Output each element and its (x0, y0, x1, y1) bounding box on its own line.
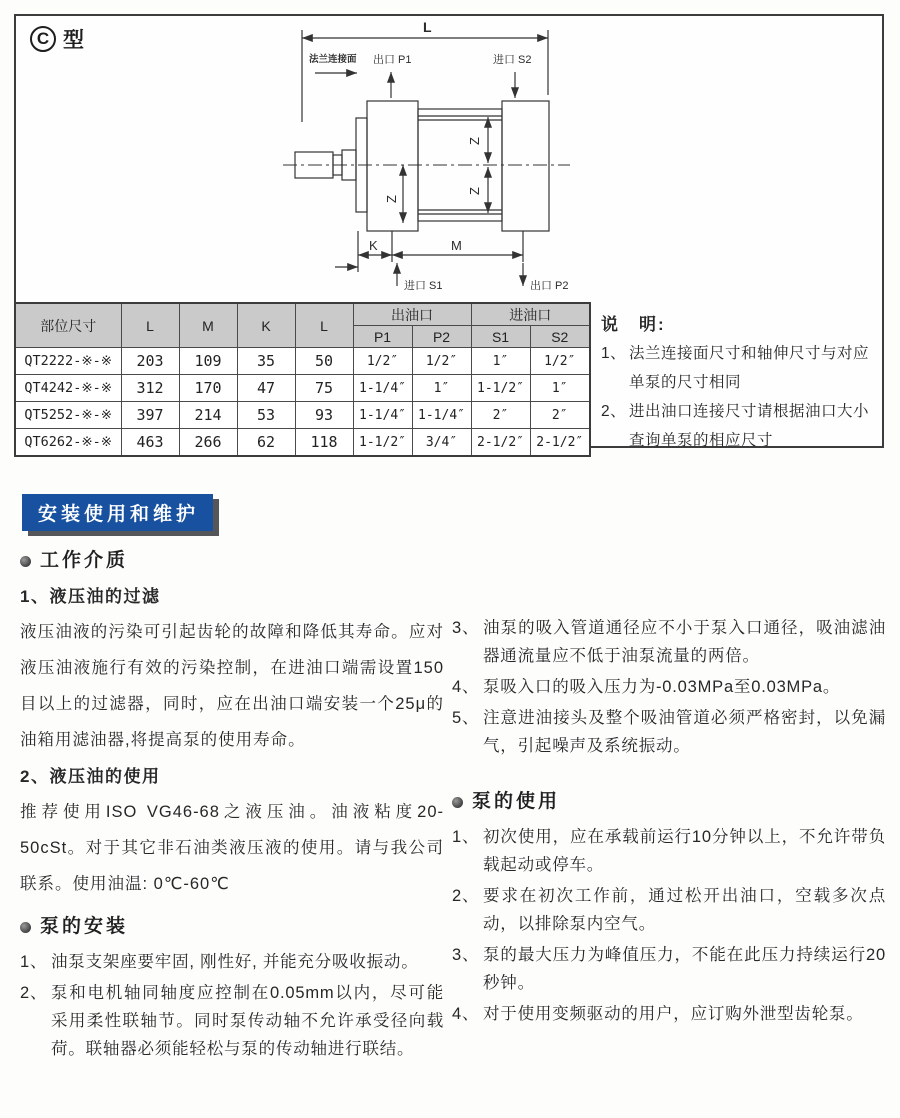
cell-s1: 1″ (471, 348, 530, 375)
col-header-p1: P1 (353, 326, 412, 348)
list-item (452, 1000, 886, 1028)
circled-c-icon: C (30, 26, 56, 52)
cell-p1: 1-1/4″ (353, 402, 412, 429)
item-text: 泵的最大压力为峰值压力，不能在此压力持续运行20秒钟。 (483, 946, 886, 992)
note-number: 1、 (601, 345, 627, 362)
cell-m: 170 (179, 375, 237, 402)
item-number: 3、 (452, 946, 480, 964)
dim-label-z-left: Z (384, 195, 399, 203)
type-word: 型 (63, 29, 84, 52)
dim-label-z-lower: Z (467, 187, 482, 195)
item-number: 3、 (452, 619, 480, 637)
left-column (20, 548, 444, 1066)
item-number: 1、 (452, 828, 480, 846)
cell-s1: 1-1/2″ (471, 375, 530, 402)
cell-s2: 1/2″ (530, 348, 590, 375)
port-p1-label: 出口 P1 (373, 54, 412, 66)
paragraph-filtration: 液压油液的污染可引起齿轮的故障和降低其寿命。应对液压油液施行有效的污染控制，在进油口端需设置150目以上的过滤器，同时，应在出油口端安装一个25μ的油箱用滤油器,将提高泵的使用寿命。 (20, 623, 444, 749)
item-text: 油泵的吸入管道通径应不小于泵入口通径，吸油滤油器通流量应不低于油泵流量的两倍。 (483, 619, 886, 665)
cell-p2: 1-1/4″ (412, 402, 471, 429)
list-item (452, 704, 886, 760)
cell-p2: 3/4″ (412, 429, 471, 457)
note-text: 法兰连接面尺寸和轴伸尺寸与对应单泵的尺寸相同 (629, 345, 870, 391)
item-number: 2、 (20, 984, 48, 1002)
dim-label-m: M (451, 238, 462, 253)
cell-s2: 2″ (530, 402, 590, 429)
paragraph-oil-use: 推荐使用ISO VG46-68之液压油。油液粘度20-50cSt。对于其它非石油类液压液的使用。请与我公司联系。使用油温: 0℃-60℃ (20, 803, 444, 893)
item-text: 泵和电机轴同轴度应控制在0.05mm以内，尽可能采用柔性联轴节。同时泵传动轴不允许承受径向载荷。联轴器必须能轻松与泵的传动轴进行联结。 (51, 984, 444, 1058)
item-number: 1、 (20, 953, 48, 971)
list-item (20, 948, 444, 976)
item-number: 4、 (452, 1005, 480, 1023)
cell-model: QT4242-※-※ (15, 375, 121, 402)
bullet-icon (20, 922, 31, 933)
note-number: 2、 (601, 403, 627, 420)
working-medium-heading (20, 548, 444, 574)
bullet-icon (452, 797, 463, 808)
notes-title: 说 明: (601, 315, 666, 334)
cell-l2: 75 (295, 375, 353, 402)
item-text: 泵吸入口的吸入压力为-0.03MPa至0.03MPa。 (483, 678, 841, 696)
flange-face-label: 法兰连接面 (309, 54, 357, 65)
col-header-s2: S2 (530, 326, 590, 348)
dim-label-l: L (423, 19, 432, 35)
cell-s1: 2″ (471, 402, 530, 429)
col-header-k: K (237, 303, 295, 348)
heading-text: 泵的安装 (40, 916, 129, 937)
dimension-table (14, 302, 591, 457)
sub-heading-filtration: 1、液压油的过滤 (20, 587, 161, 606)
cell-m: 109 (179, 348, 237, 375)
note-item (601, 397, 876, 455)
type-c-label (30, 24, 84, 54)
cell-model: QT6262-※-※ (15, 429, 121, 457)
right-column (452, 614, 886, 1031)
cell-model: QT2222-※-※ (15, 348, 121, 375)
note-text: 进出油口连接尺寸请根据油口大小查询单泵的相应尺寸 (629, 403, 870, 449)
cell-l2: 50 (295, 348, 353, 375)
item-number: 5、 (452, 709, 480, 727)
list-item (452, 673, 886, 701)
cell-m: 214 (179, 402, 237, 429)
table-row (15, 429, 590, 457)
col-header-s1: S1 (471, 326, 530, 348)
cell-l: 397 (121, 402, 179, 429)
table-row (15, 375, 590, 402)
cell-k: 47 (237, 375, 295, 402)
cell-m: 266 (179, 429, 237, 457)
cell-s2: 1″ (530, 375, 590, 402)
cell-l: 463 (121, 429, 179, 457)
notes-panel (591, 304, 882, 449)
cell-s2: 2-1/2″ (530, 429, 590, 457)
item-number: 2、 (452, 887, 480, 905)
cell-p1: 1-1/2″ (353, 429, 412, 457)
cell-s1: 2-1/2″ (471, 429, 530, 457)
table-row (15, 402, 590, 429)
pump-dimension-diagram (265, 10, 600, 305)
port-p2-label: 出口 P2 (530, 280, 569, 292)
col-header-m: M (179, 303, 237, 348)
cell-p2: 1″ (412, 375, 471, 402)
item-text: 要求在初次工作前，通过松开出油口，空载多次点动，以排除泵内空气。 (483, 887, 886, 933)
cell-l2: 118 (295, 429, 353, 457)
list-item (20, 979, 444, 1063)
dim-label-k: K (369, 238, 378, 253)
usage-heading (452, 789, 886, 815)
item-text: 初次使用，应在承载前运行10分钟以上，不允许带负载起动或停车。 (483, 828, 886, 874)
bullet-icon (20, 556, 31, 567)
cell-model: QT5252-※-※ (15, 402, 121, 429)
installation-heading (20, 914, 444, 940)
dim-label-z-upper: Z (467, 137, 482, 145)
cell-p1: 1/2″ (353, 348, 412, 375)
cell-l: 203 (121, 348, 179, 375)
item-text: 注意进油接头及整个吸油管道必须严格密封，以免漏气，引起噪声及系统振动。 (483, 709, 886, 755)
cell-l2: 93 (295, 402, 353, 429)
col-header-l2: L (295, 303, 353, 348)
list-item (452, 941, 886, 997)
list-item (452, 614, 886, 670)
cell-p1: 1-1/4″ (353, 375, 412, 402)
item-text: 油泵支架座要牢固, 刚性好, 并能充分吸收振动。 (51, 953, 419, 971)
list-item (452, 882, 886, 938)
col-group-outlet: 出油口 (353, 303, 471, 326)
port-s1-label: 进口 S1 (404, 280, 443, 292)
table-row (15, 348, 590, 375)
col-header-l: L (121, 303, 179, 348)
col-header-part: 部位尺寸 (15, 303, 121, 348)
sub-heading-oil-use: 2、液压油的使用 (20, 767, 161, 786)
item-text: 对于使用变频驱动的用户，应订购外泄型齿轮泵。 (483, 1005, 864, 1023)
cell-k: 53 (237, 402, 295, 429)
item-number: 4、 (452, 678, 480, 696)
port-s2-label: 进口 S2 (493, 54, 532, 66)
section-banner: 安装使用和维护 (22, 494, 213, 531)
col-group-inlet: 进油口 (471, 303, 590, 326)
cell-k: 35 (237, 348, 295, 375)
note-item (601, 339, 876, 397)
heading-text: 泵的使用 (472, 791, 561, 812)
cell-k: 62 (237, 429, 295, 457)
list-item (452, 823, 886, 879)
col-header-p2: P2 (412, 326, 471, 348)
cell-l: 312 (121, 375, 179, 402)
heading-text: 工作介质 (40, 550, 129, 571)
cell-p2: 1/2″ (412, 348, 471, 375)
